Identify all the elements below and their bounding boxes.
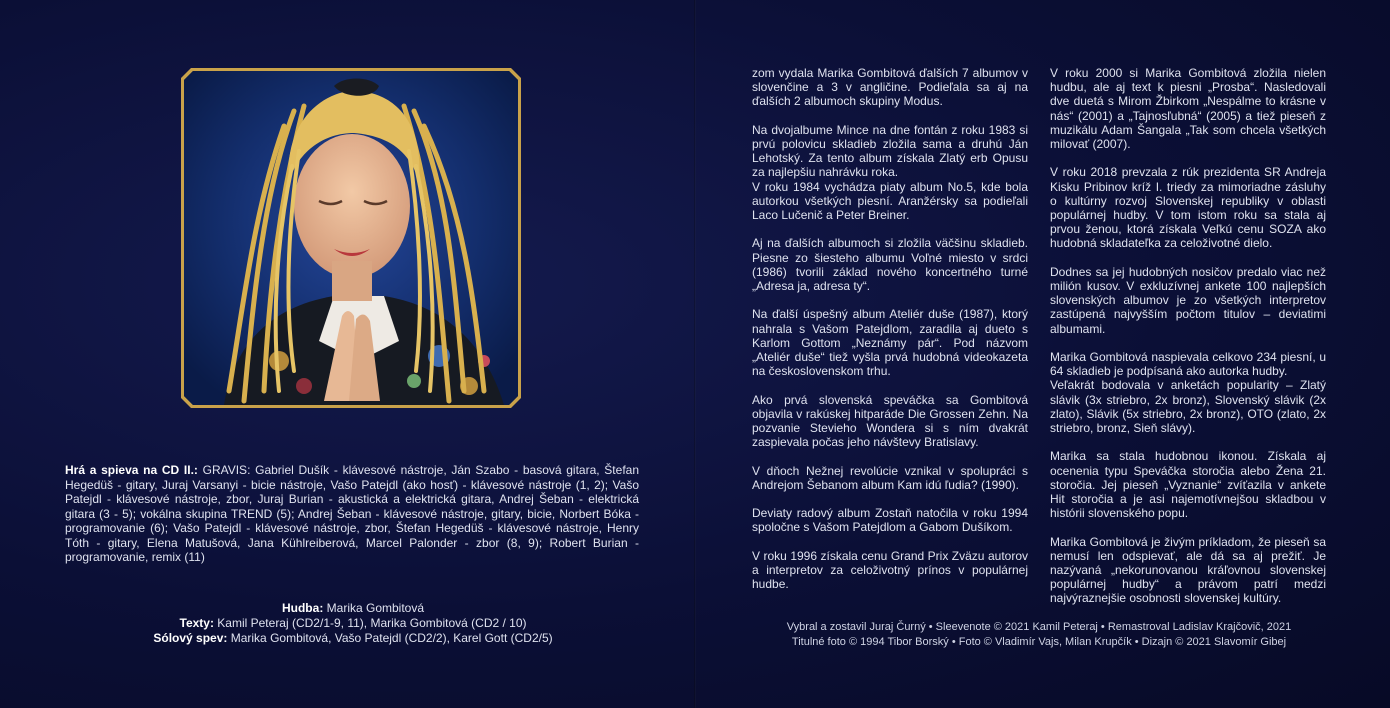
- credit-line-solo-vocals: [80, 631, 626, 646]
- footer-line: Titulné foto © 1994 Tibor Borský • Foto © Vladimír Vajs, Milan Krupčík • Dizajn © 2021 Slavomír Gibej: [791, 636, 1287, 648]
- credit-value: Kamil Peteraj (CD2/1-9, 11), Marika Gombitová (CD2 / 10): [213, 616, 527, 630]
- portrait-photo: [184, 71, 518, 405]
- paragraph: Dodnes sa jej hudobných nosičov predalo viac než milión kusov. V exkluzívnej ankete 100 najlepších slovenských albumov je zo všetkých interpretov zastúpená najvyšším počtom titulov – deviatimi albumami.: [1050, 264, 1326, 336]
- footer-line: Vybral a zostavil Juraj Čurný • Sleevenote © 2021 Kamil Peteraj • Remastroval Ladislav Krajčovič, 2021: [786, 621, 1292, 633]
- credit-line-lyrics: [80, 616, 626, 631]
- paragraph: V dňoch Nežnej revolúcie vznikal v spolupráci s Andrejom Šebanom album Kam idú ľudia? (1990).: [752, 463, 1028, 492]
- credit-value: Marika Gombitová: [323, 601, 425, 615]
- paragraph: Na ďalší úspešný album Ateliér duše (1987), ktorý nahrala s Vašom Patejdlom, zaradila aj dueto s Karlom Gottom „Neznámy pár“. Pod názvom „Ateliér duše“ tiež vyšla prvá hudobná videokazeta na československom trhu.: [752, 307, 1028, 379]
- credit-label: Hudba:: [281, 601, 324, 615]
- main-credits: [80, 601, 626, 646]
- paragraph: Marika Gombitová naspievala celkovo 234 piesní, u 64 skladieb je podpísaná ako autorka hudby.: [1050, 350, 1326, 379]
- portrait-photo-frame: [181, 68, 521, 408]
- cd2-credits-label: Hrá a spieva na CD II.:: [65, 463, 198, 477]
- paragraph: Marika sa stala hudobnou ikonou. Získala aj ocenenia typu Speváčka storočia alebo Žena 21. storočia. Jej pieseň „Vyznanie“ zvíťazila v ankete Hit storočia a je asi najemotívnejšou skladbou v histórii slovenského popu.: [1050, 449, 1326, 521]
- page-fold: [694, 0, 696, 708]
- credit-line-music: [80, 601, 626, 616]
- paragraph: V roku 1984 vychádza piaty album No.5, kde bola autorkou všetkých piesní. Aranžérsky sa podieľali Laco Lučenič a Peter Breiner.: [752, 179, 1028, 223]
- portrait-illustration: [184, 71, 518, 405]
- paragraph: Aj na ďalších albumoch si zložila väčšinu skladieb. Piesne zo šiesteho albumu Voľné miesto v srdci (1986) tvorili základ nového koncertného turné „Adresa ja, adresa ty“.: [752, 236, 1028, 294]
- text-column-left: [752, 66, 1028, 606]
- paragraph: V roku 2018 prevzala z rúk prezidenta SR Andreja Kisku Pribinov kríž I. triedy za mimoriadne zásluhy o kultúrny rozvoj Slovenskej republiky v oblasti populárnej hudby. V tom istom roku sa stala aj prvou ženou, ktorá získala Veľkú cenu SOZA ako hudobná skladateľka za celoživotné dielo.: [1050, 165, 1326, 251]
- credit-value: Marika Gombitová, Vašo Patejdl (CD2/2), Karel Gott (CD2/5): [227, 631, 553, 645]
- credit-label: Sólový spev:: [153, 631, 228, 645]
- production-credits-footer: [752, 620, 1326, 650]
- paragraph: Deviaty radový album Zostaň natočila v roku 1994 spoločne s Vašom Patejdlom a Gabom Dušíkom.: [752, 506, 1028, 535]
- cd2-credits: [65, 463, 639, 565]
- paragraph: Veľakrát bodovala v anketách popularity – Zlatý slávik (3x striebro, 2x bronz), Slovenský slávik (2x zlato), Slávik (5x striebro, 2x bronz), OTO (zlato, 2x striebro, bronz, Sieň slávy).: [1050, 378, 1326, 436]
- paragraph: Marika Gombitová je živým príkladom, že pieseň sa nemusí len odspievať, ale dá sa aj prežiť. Je nazývaná „nekorunovanou kráľovnou slovenskej populárnej hudby“ a právom patrí medzi najvýraznejšie osobnosti slovenskej kultúry.: [1050, 534, 1326, 606]
- paragraph: V roku 1996 získala cenu Grand Prix Zväzu autorov a interpretov za celoživotný prínos v populárnej hudbe.: [752, 548, 1028, 592]
- paragraph: Na dvojalbume Mince na dne fontán z roku 1983 si prvú polovicu skladieb zložila sama a druhú Ján Lehotský. Za tento album získala Zlatý erb Opusu za najlepšiu nahrávku roka.: [752, 122, 1028, 180]
- paragraph: zom vydala Marika Gombitová ďalších 7 albumov v slovenčine a 3 v angličine. Podieľala sa aj na ďalších 2 albumoch skupiny Modus.: [752, 66, 1028, 109]
- text-column-right: [1050, 66, 1326, 620]
- paragraph: Ako prvá slovenská speváčka sa Gombitová objavila v rakúskej hitparáde Die Grossen Zehn. Na pozvanie Stevieho Wondera si s ním dvakrát zaspievala počas jeho návštevy Bratislavy.: [752, 392, 1028, 450]
- cd2-credits-text: GRAVIS: Gabriel Dušík - klávesové nástroje, Ján Szabo - basová gitara, Štefan Hegedüš - gitary, Juraj Varsanyi - bicie nástroje, Vašo Patejdl (ako hosť) - klávesové nástroje (1, 2); Vašo Patejdl - klávesové nástroje, zbor, Juraj Burian - akustická a elektrická gitara, Andrej Šeban - elektrická gitara (3 - 5); vokálna skupina TREND (5); Andrej Šeban - klávesové nástroje, gitary, bicie, Norbert Bóka - programovanie (6); Vašo Patejdl - klávesové nástroje, zbor, Štefan Hegedüš - klávesové nástroje, Henry Tóth - gitary, Elena Matušová, Jana Kühlreiberová, Marcel Palonder - zbor (8, 9); Robert Burian - programovanie, remix (11): [65, 463, 639, 564]
- paragraph: V roku 2000 si Marika Gombitová zložila nielen hudbu, ale aj text k piesni „Prosba“. Nasledovali dve duetá s Mirom Žbirkom „Nespálme to krásne v nás“ (2001) a „Tajnosľubná“ (2005) a tiež pieseň z muzikálu Adam Šangala „Tak som chcela všetkých milovať (2007).: [1050, 66, 1326, 152]
- credit-label: Texty:: [179, 616, 214, 630]
